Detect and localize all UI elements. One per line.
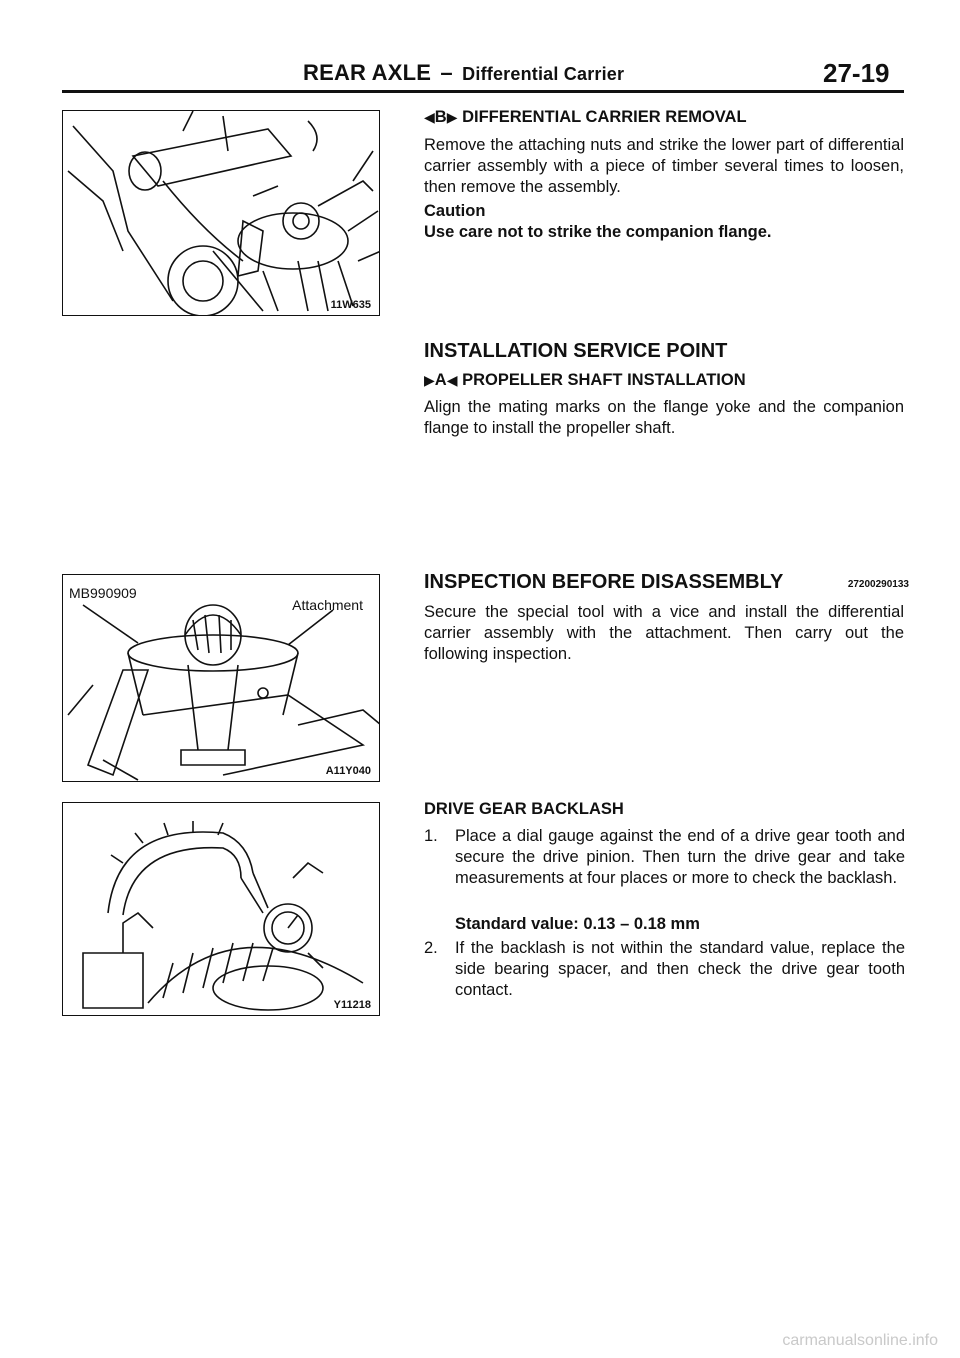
carrier-removal-illustration [63, 111, 380, 316]
figure-code: Y11218 [333, 999, 371, 1011]
figure-code: A11Y040 [325, 765, 371, 777]
right-arrow-icon: ▶ [446, 109, 458, 125]
step-number: 2. [424, 939, 438, 957]
dial-gauge-illustration [63, 803, 380, 1016]
step-text: If the backlash is not within the standard value, replace the side bearing spacer, and then check the drive gear tooth contact. [455, 939, 905, 999]
subsection-title: Differential Carrier [462, 64, 625, 84]
removal-title: ◀B▶ DIFFERENTIAL CARRIER REMOVAL [424, 108, 747, 126]
left-arrow-icon: ◀ [424, 109, 435, 125]
attachment-label: Attachment [292, 597, 363, 613]
installation-body: Align the mating marks on the flange yoke and the companion flange to install the propeller shaft. [424, 398, 904, 437]
inspection-heading: INSPECTION BEFORE DISASSEMBLY [424, 571, 784, 593]
watermark: carmanualsonline.info [782, 1332, 938, 1349]
step-number: 1. [424, 827, 438, 845]
inspection-body: Secure the special tool with a vice and install the differential carrier assembly with the attachment. Then carry out the following inspection. [424, 603, 904, 663]
left-arrow-icon: ◀ [446, 372, 458, 388]
inspection-code: 27200290133 [847, 579, 909, 590]
standard-value: Standard value: 0.13 – 0.18 mm [455, 915, 700, 933]
caution-text: Use care not to strike the companion flange. [424, 223, 772, 241]
section-title: REAR AXLE – Differential Carrier [303, 60, 625, 85]
figure-dial-gauge [62, 802, 380, 1016]
page-number: 27-19 [823, 58, 890, 88]
right-arrow-icon: ▶ [424, 372, 435, 388]
installation-heading: INSTALLATION SERVICE POINT [424, 340, 728, 362]
tool-label: MB990909 [69, 585, 137, 601]
figure-special-tool [62, 574, 380, 782]
step-text: Place a dial gauge against the end of a drive gear tooth and secure the drive pinion. Then turn the drive gear and take measurements at four places or more to check the backlash. [455, 827, 905, 887]
header-rule [62, 90, 904, 93]
installation-title: ▶A◀ PROPELLER SHAFT INSTALLATION [424, 371, 746, 389]
figure-carrier-removal [62, 110, 380, 316]
inspection-heading-row [424, 571, 909, 594]
figure-code: 11W635 [330, 299, 371, 311]
backlash-title: DRIVE GEAR BACKLASH [424, 800, 624, 818]
removal-body: Remove the attaching nuts and strike the lower part of differential carrier assembly with a piece of timber several times to loosen, then remove the assembly. [424, 136, 904, 196]
caution-title: Caution [424, 202, 486, 220]
